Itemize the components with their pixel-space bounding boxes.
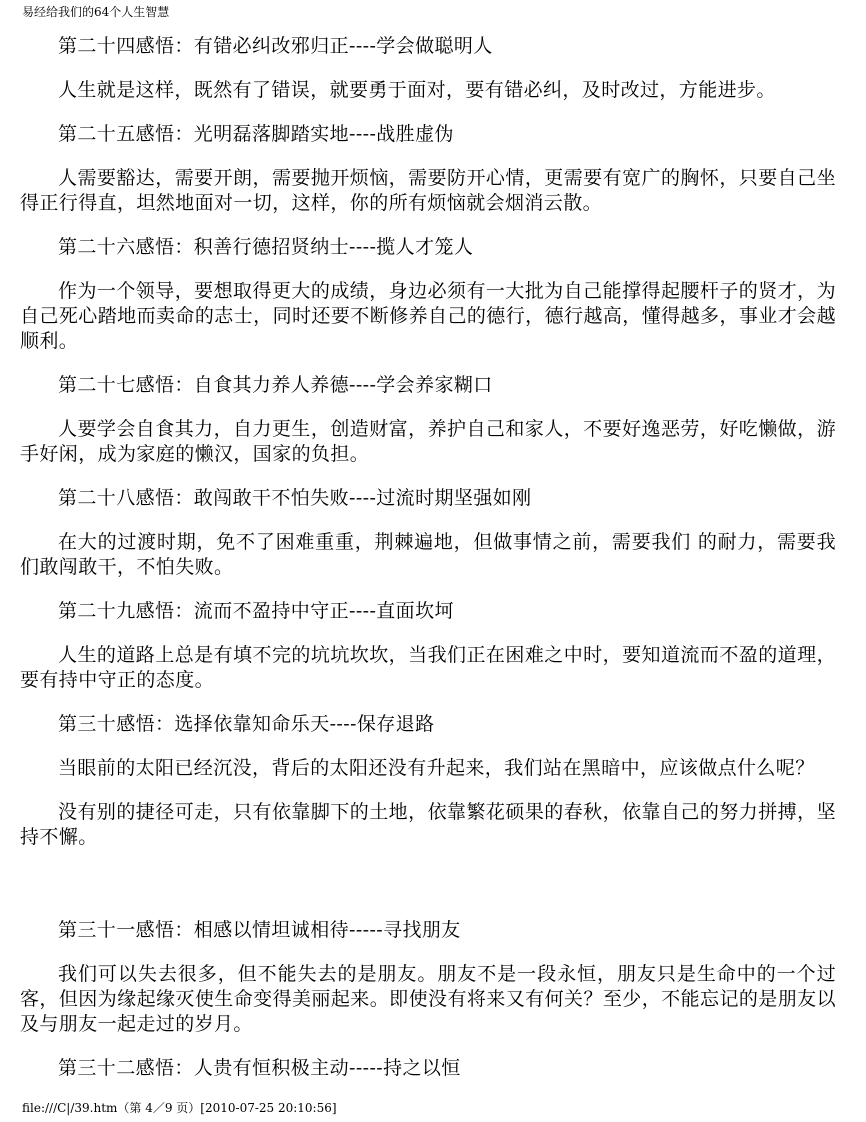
section-text-24: 人生就是这样，既然有了错误，就要勇于面对，要有错必纠，及时改过，方能进步。 xyxy=(58,79,776,101)
section-heading-29: 第二十九感悟：流而不盈持中守正----直面坎坷 xyxy=(58,600,454,622)
document-body xyxy=(20,34,836,1081)
section-text-29: 人生的道路上总是有填不完的坑坑坎坎，当我们正在困难之中时，要知道流而不盈的道理，要有持中守正的态度。 xyxy=(20,644,836,691)
section-text-31: 我们可以失去很多，但不能失去的是朋友。朋友不是一段永恒，朋友只是生命中的一个过客，但因为缘起缘灭使生命变得美丽起来。即使没有将来又有何关？至少，不能忘记的是朋友以及与朋友一起走过的岁月。 xyxy=(20,963,836,1035)
page-header-title: 易经给我们的64个人生智慧 xyxy=(22,5,170,19)
section-text-25: 人需要豁达，需要开朗，需要抛开烦恼，需要防开心情，更需要有宽广的胸怀，只要自己坐得正行得直，坦然地面对一切，这样，你的所有烦恼就会烟消云散。 xyxy=(20,167,836,214)
page-footer-info: file:///C|/39.htm（第 4／9 页）[2010-07-25 20:10:56] xyxy=(22,1101,337,1115)
section-heading-25: 第二十五感悟：光明磊落脚踏实地----战胜虚伪 xyxy=(58,123,454,145)
section-heading-31: 第三十一感悟：相感以情坦诚相待-----寻找朋友 xyxy=(58,919,461,941)
section-text-28: 在大的过渡时期，免不了困难重重，荆棘遍地，但做事情之前，需要我们 的耐力，需要我们敢闯敢干，不怕失败。 xyxy=(20,531,836,578)
section-heading-32: 第三十二感悟：人贵有恒积极主动-----持之以恒 xyxy=(58,1057,461,1079)
section-text-27: 人要学会自食其力，自力更生，创造财富，养护自己和家人，不要好逸恶劳，好吃懒做，游手好闲，成为家庭的懒汉，国家的负担。 xyxy=(20,418,836,465)
section-text-26: 作为一个领导，要想取得更大的成绩，身边必须有一大批为自己能撑得起腰杆子的贤才，为自己死心踏地而卖命的志士，同时还要不断修养自己的德行，德行越高，懂得越多，事业才会越顺利。 xyxy=(20,280,836,352)
section-heading-26: 第二十六感悟：积善行德招贤纳士----揽人才笼人 xyxy=(58,236,474,258)
section-text-30a: 当眼前的太阳已经沉没，背后的太阳还没有升起来，我们站在黑暗中，应该做点什么呢？ xyxy=(58,757,815,779)
section-heading-24: 第二十四感悟：有错必纠改邪归正----学会做聪明人 xyxy=(58,35,493,57)
section-heading-30: 第三十感悟：选择依靠知命乐天----保存退路 xyxy=(58,713,435,735)
section-text-30b: 没有别的捷径可走，只有依靠脚下的土地，依靠繁花硕果的春秋，依靠自己的努力拼搏，坚持不懈。 xyxy=(20,801,836,848)
section-heading-28: 第二十八感悟：敢闯敢干不怕失败----过流时期坚强如刚 xyxy=(58,487,532,509)
section-heading-27: 第二十七感悟：自食其力养人养德----学会养家糊口 xyxy=(58,374,493,396)
